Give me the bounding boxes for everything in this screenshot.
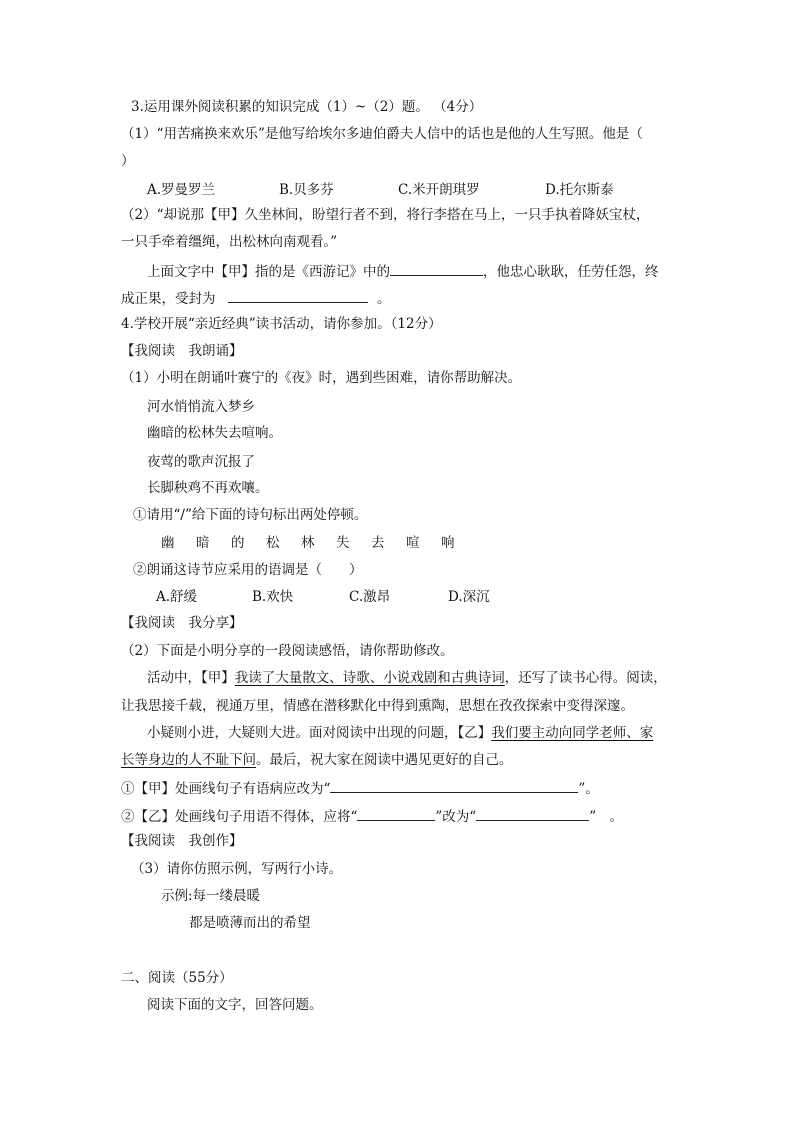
q3-fill-line2: [121, 288, 390, 308]
s2-item-b-text: ②【乙】处画线句子用语不得体，应将“: [121, 809, 358, 825]
q3-fill-line1: [147, 261, 659, 281]
q4-s3-question: （3）请你仿照示例，写两行小诗。: [131, 861, 343, 877]
s2-para1-text-a: 活动中，【甲】: [147, 670, 235, 686]
s2-item-b-end: ” 。: [589, 809, 624, 825]
q3-fill-text-c: 成正果，受封为: [121, 291, 216, 307]
q3-option-c: C.米开朗琪罗: [398, 182, 480, 198]
q4-s1-a: ①请用“/”给下面的诗句标出两处停顿。: [133, 507, 368, 523]
poem-char: 喧: [406, 535, 420, 551]
s2-para2-text-b: 。最后，祝大家在阅读中遇见更好的自己。: [256, 752, 513, 768]
q3-option-d: D.托尔斯泰: [545, 182, 614, 198]
poem-char: 去: [371, 535, 385, 551]
q3-option-b: B.贝多芬: [279, 182, 334, 198]
poem-char: 幽: [161, 535, 175, 551]
example-line: 都是喷薄而出的希望: [189, 915, 311, 931]
part2-title: 二、阅读（55分）: [121, 970, 233, 986]
q4-s1-b: ②朗诵这诗节应采用的语调是（ ）: [133, 562, 363, 578]
q4-s1-question: （1）小明在朗诵叶赛宁的《夜》时，遇到些困难，请你帮助解决。: [121, 370, 522, 386]
poem-line: 河水悄悄流入梦乡: [147, 399, 255, 415]
answer-blank-title[interactable]: [228, 288, 368, 303]
q3-option-a: A.罗曼罗兰: [147, 182, 216, 198]
q3-part1-line1: （1）“用苦痛换来欢乐”是他写给埃尔多迪伯爵夫人信中的话也是他的人生写照。他是（: [121, 126, 643, 142]
answer-blank-correction[interactable]: [330, 778, 578, 793]
answer-blank-jia[interactable]: [390, 261, 483, 276]
poem-char: 暗: [196, 535, 210, 551]
example-line: 示例:每一缕晨暖: [161, 888, 261, 904]
q3-title: 3.运用课外阅读积累的知识完成（1）~（2）题。 （4分）: [131, 99, 483, 115]
tone-option-b: B.欢快: [252, 589, 294, 605]
pause-mark-sentence[interactable]: [161, 534, 476, 552]
s2-para2-line2: [121, 751, 513, 769]
poem-line: 幽暗的松林失去喧响。: [147, 425, 282, 441]
s2-item-b-mid: ”改为“: [435, 809, 477, 825]
q3-part2-line1: （2）“却说那【甲】久坐林间，盼望行者不到，将行李搭在马上，一只手执着降妖宝杖，: [121, 207, 650, 223]
q3-fill-text-b: ，他忠心耿耿，任劳任怨，终: [483, 264, 659, 280]
answer-blank-original[interactable]: [357, 806, 435, 821]
q3-part1-line2: ）: [121, 153, 135, 169]
s2-para1-line1: [147, 669, 667, 687]
q4-section-recite: 【我阅读 我朗诵】: [121, 343, 243, 359]
s2-para2-line1: [147, 724, 653, 742]
q3-fill-text-d: 。: [376, 291, 391, 307]
underlined-sentence-yi: 我们要主动向同学老师、家: [491, 725, 654, 741]
poem-char: 林: [301, 535, 315, 551]
poem-char: 响: [441, 535, 455, 551]
q3-part2-line2: 一只手牵着缰绳，出松林向南观看。”: [121, 234, 338, 250]
tone-option-d: D.深沉: [448, 589, 490, 605]
poem-char: 失: [336, 535, 350, 551]
s2-item-a-text: ①【甲】处画线句子有语病应改为“: [121, 781, 331, 797]
q4-s2-question: （2）下面是小明分享的一段阅读感悟，请你帮助修改。: [121, 643, 454, 659]
q4-section-create: 【我阅读 我创作】: [121, 833, 243, 849]
s2-item-a: [121, 778, 599, 798]
underlined-sentence-jia: 我读了大量散文、诗歌、小说戏剧和古典诗词: [234, 670, 505, 686]
tone-option-c: C.激昂: [349, 589, 391, 605]
s2-para2-text-a: 小疑则小进，大疑则大进。面对阅读中出现的问题，【乙】: [147, 725, 492, 741]
s2-para1-line2: 让我思接千载，视通万里，情感在潜移默化中得到熏陶，思想在孜孜探索中变得深邃。: [121, 698, 634, 714]
part2-intro: 阅读下面的文字，回答问题。: [147, 997, 323, 1013]
poem-line: 长脚秧鸡不再欢嚷。: [147, 480, 269, 496]
q4-section-share: 【我阅读 我分享】: [121, 615, 243, 631]
poem-char: 的: [231, 535, 245, 551]
q3-fill-text-a: 上面文字中【甲】指的是《西游记》中的: [147, 264, 390, 280]
poem-line: 夜莺的歌声沉报了: [147, 454, 255, 470]
answer-blank-replacement[interactable]: [476, 806, 589, 821]
q4-title: 4.学校开展“亲近经典”读书活动，请你参加。（12分）: [121, 316, 442, 332]
s2-para1-text-b: ，还写了读书心得。阅读，: [504, 670, 667, 686]
poem-char: 松: [266, 535, 280, 551]
underlined-sentence-yi-cont: 长等身边的人不耻下问: [121, 752, 256, 768]
s2-item-b: [121, 806, 623, 826]
s2-item-a-end: ”。: [578, 781, 599, 797]
tone-option-a: A.舒缓: [156, 589, 198, 605]
